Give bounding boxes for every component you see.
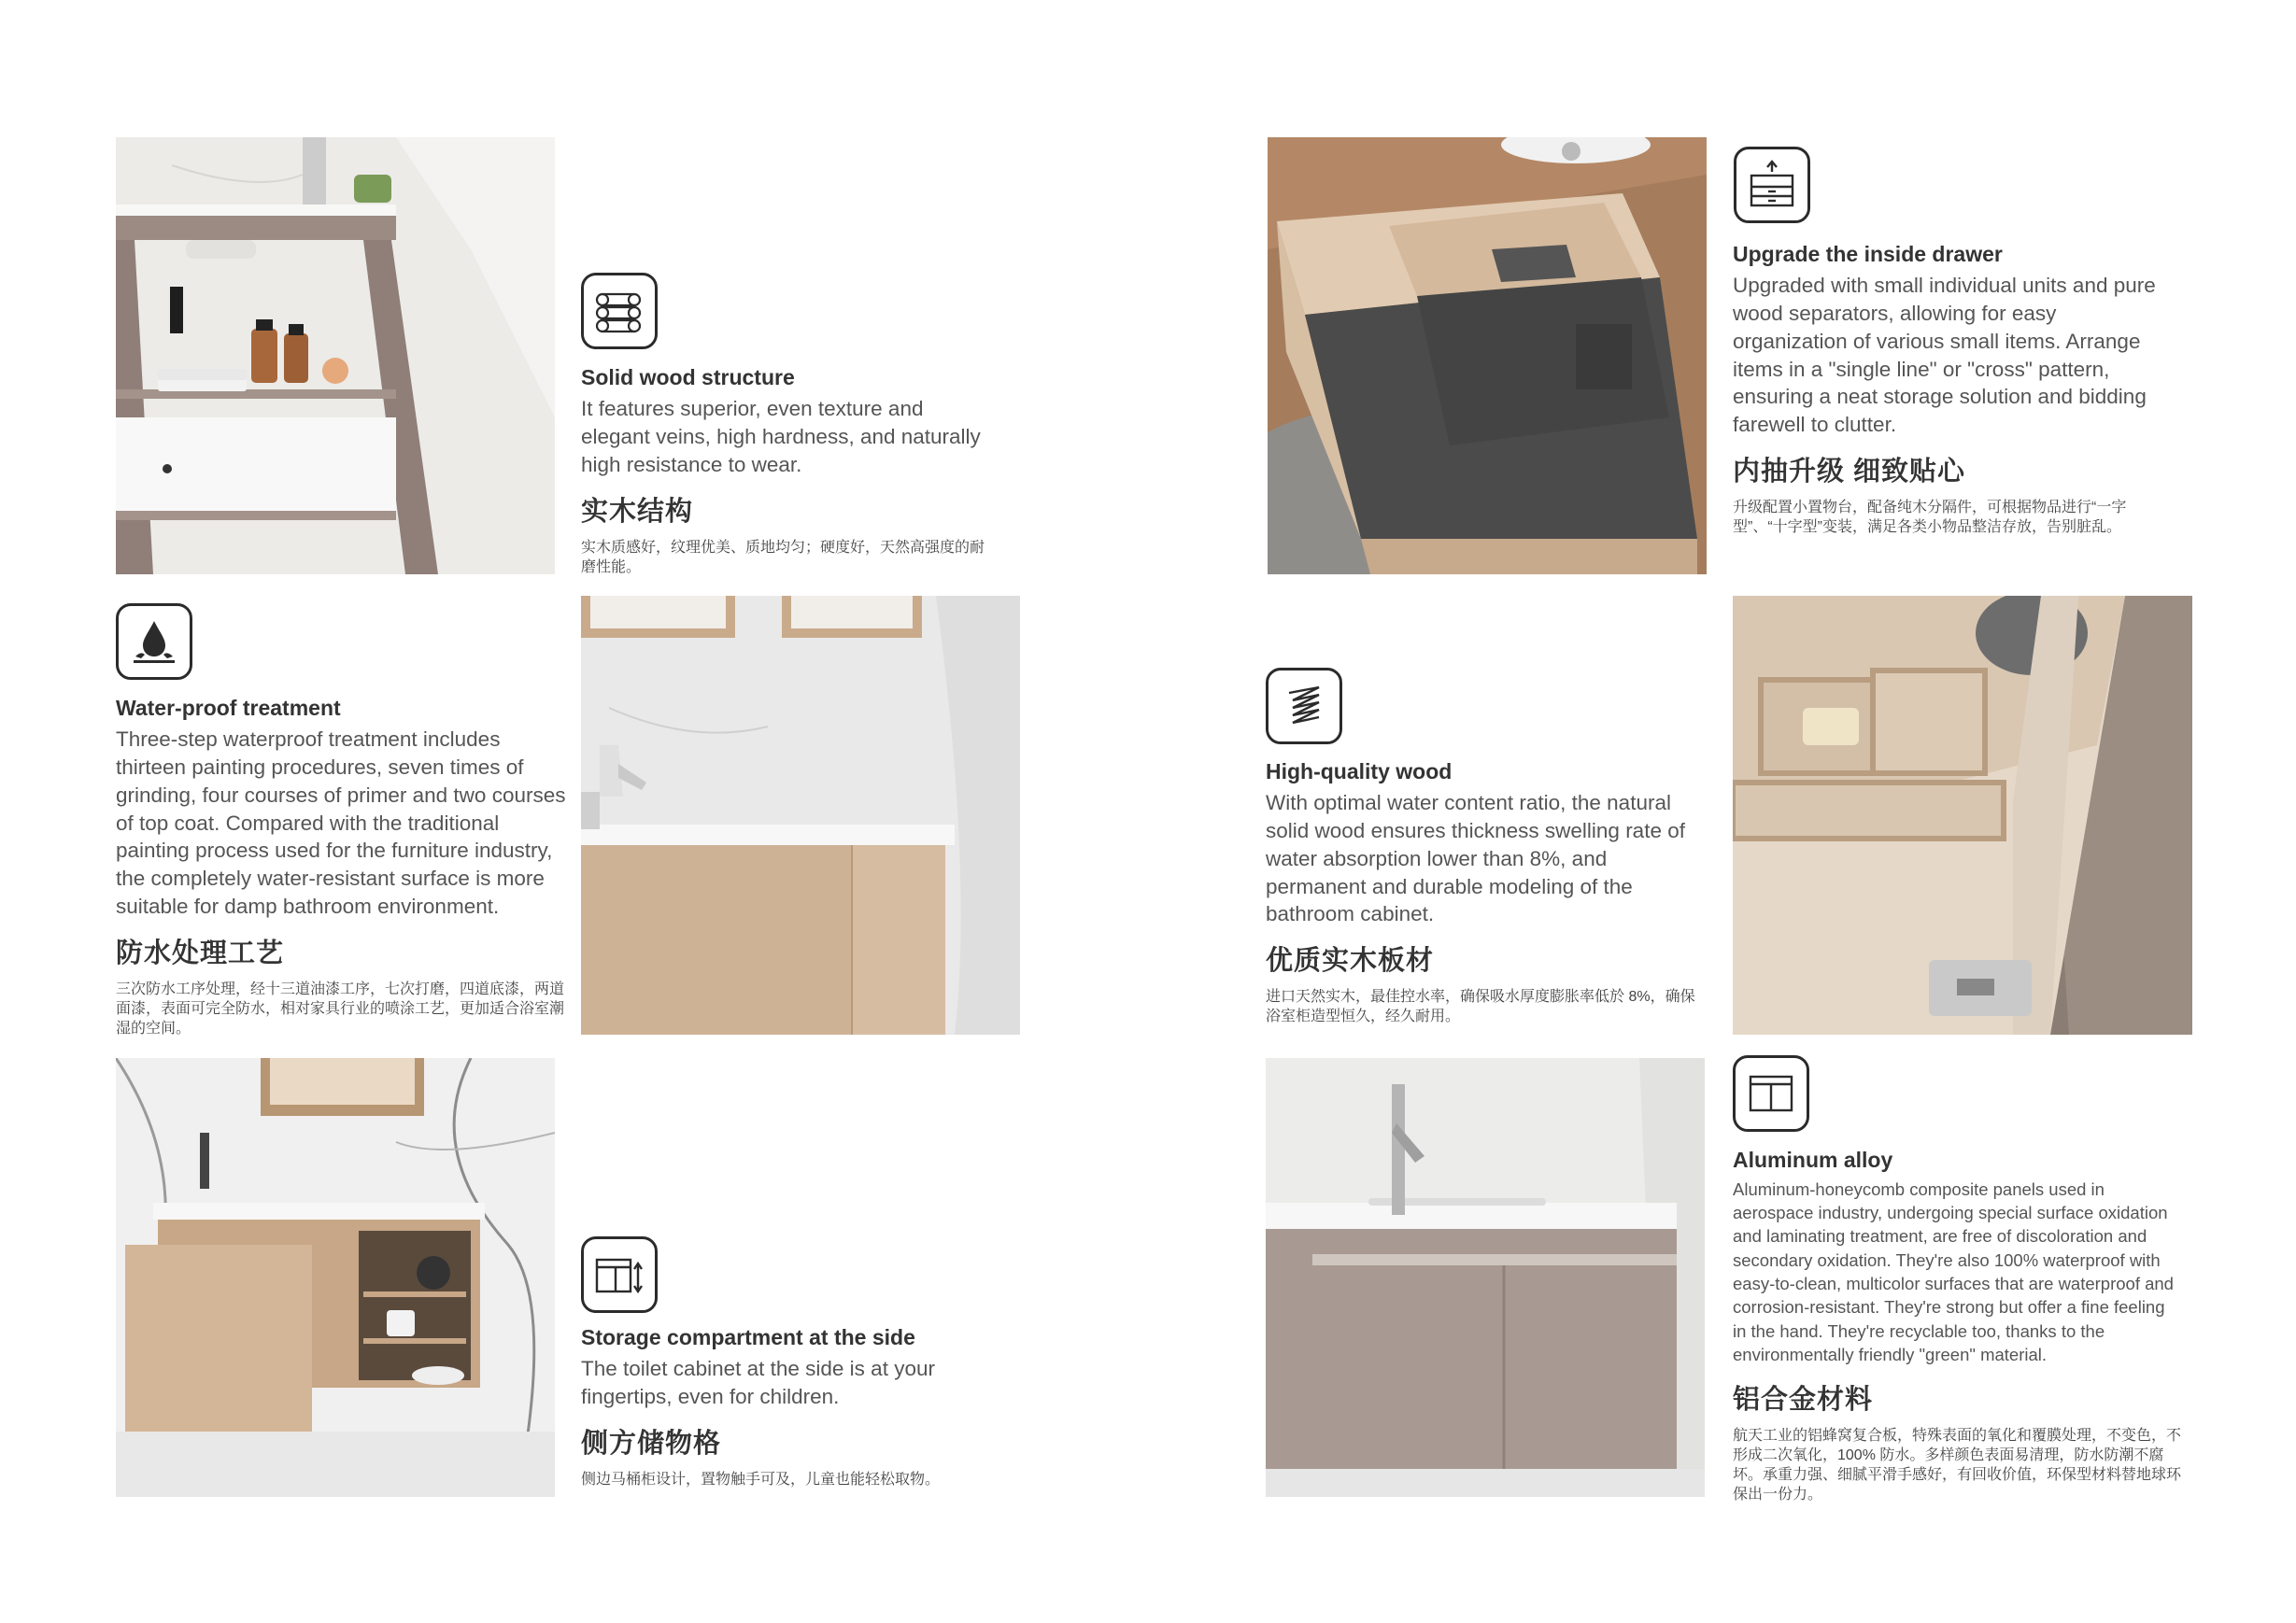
feature-side-storage: [581, 1324, 1020, 1489]
feature-title-cn: 侧方储物格: [581, 1428, 722, 1459]
feature-desc-cn: 侧边马桶柜设计，置物触手可及，儿童也能轻松取物。: [581, 1471, 941, 1488]
feature-title-cn: 铝合金材料: [1733, 1384, 1874, 1415]
photo-aluminum-vanity: [1266, 1058, 1705, 1497]
feature-aluminum: [1733, 1147, 2181, 1504]
photo-open-drawer: [1268, 137, 1707, 574]
feature-desc-cn: 进口天然实木，最佳控水率，确保吸水厚度膨胀率低於 8%，确保浴室柜造型恒久，经久耐用。: [1266, 989, 1695, 1025]
feature-title-en: Storage compartment at the side: [581, 1325, 915, 1349]
feature-title-en: Water-proof treatment: [116, 696, 341, 720]
photo-side-storage-vanity: [116, 1058, 555, 1497]
photo-floor-vanity: [116, 137, 555, 574]
feature-title-en: Aluminum alloy: [1733, 1148, 1893, 1172]
drawer-upgrade-icon: [1734, 147, 1810, 223]
feature-solid-wood: [581, 364, 992, 577]
feature-title-en: High-quality wood: [1266, 759, 1453, 783]
wood-layers-icon: [1266, 668, 1342, 744]
feature-quality-wood: [1266, 758, 1705, 1027]
feature-waterproof: [116, 695, 574, 1039]
feature-desc-cn: 三次防水工序处理，经十三道油漆工序，七次打磨，四道底漆，两道面漆，表面可完全防水，相对家具行业的喷涂工艺，更加适合浴室潮湿的空间。: [116, 981, 565, 1037]
side-compartment-icon: [581, 1236, 658, 1313]
feature-desc-en: With optimal water content ratio, the natural solid wood ensures thickness swelling rate of water absorption lower than 8%, and permanent and durable modeling of the bathroom cabinet.: [1266, 790, 1685, 926]
feature-title-cn: 防水处理工艺: [116, 939, 285, 969]
feature-desc-cn: 航天工业的铝蜂窝复合板，特殊表面的氧化和覆膜处理，不变色，不形成二次氧化，100% 防水。多样颜色表面易清理，防水防潮不腐坏。承重力强、细腻平滑手感好，有回收价值，环保型材料替地球环保出一份力。: [1733, 1427, 2182, 1503]
feature-title-cn: 内抽升级 细致贴心: [1733, 457, 1966, 487]
feature-desc-en: Three-step waterproof treatment includes thirteen painting procedures, seven times of grinding, four courses of primer and two courses of top coat. Compared with the traditional painting process used for the furniture industry, the completely water-resistant surface is more suitable for damp bathroom environment.: [116, 727, 566, 919]
feature-desc-en: It features superior, even texture and elegant veins, high hardness, and naturally high resistance to wear.: [581, 396, 981, 476]
feature-desc-cn: 实木质感好，纹理优美、质地均匀；硬度好，天然高强度的耐磨性能。: [581, 539, 985, 575]
feature-desc-en: The toilet cabinet at the side is at your fingertips, even for children.: [581, 1356, 935, 1408]
feature-inside-drawer: [1733, 241, 2162, 538]
feature-desc-en: Aluminum-honeycomb composite panels used in aerospace industry, undergoing special surface oxidation and laminating treatment, are free of discoloration and secondary oxidation. They're also 100% waterproof with easy-to-clean, multicolor surfaces that are waterproof and corrosion-resistant. They're strong but offer a fine feeling in the hand. They're recyclable too, thanks to the environmentally friendly "green" material.: [1733, 1178, 2174, 1365]
photo-wall-vanity: [581, 596, 1020, 1035]
feature-title-en: Upgrade the inside drawer: [1733, 242, 2003, 266]
feature-desc-cn: 升级配置小置物台，配备纯木分隔件，可根据物品进行“一字型”、“十字型”变装，满足各类小物品整洁存放，告别脏乱。: [1733, 500, 2127, 536]
feature-title-en: Solid wood structure: [581, 365, 795, 389]
water-drop-icon: [116, 603, 192, 680]
wood-logs-icon: [581, 273, 658, 349]
feature-title-cn: 实木结构: [581, 496, 694, 527]
aluminum-cabinet-icon: [1733, 1055, 1809, 1132]
feature-title-cn: 优质实木板材: [1266, 946, 1435, 977]
photo-drawer-organizer: [1733, 596, 2192, 1035]
feature-desc-en: Upgraded with small individual units and pure wood separators, allowing for easy organization of various small items. Arrange items in a "single line" or "cross" pattern, ensuring a neat storage solution and bidding farewell to clutter.: [1733, 273, 2156, 437]
